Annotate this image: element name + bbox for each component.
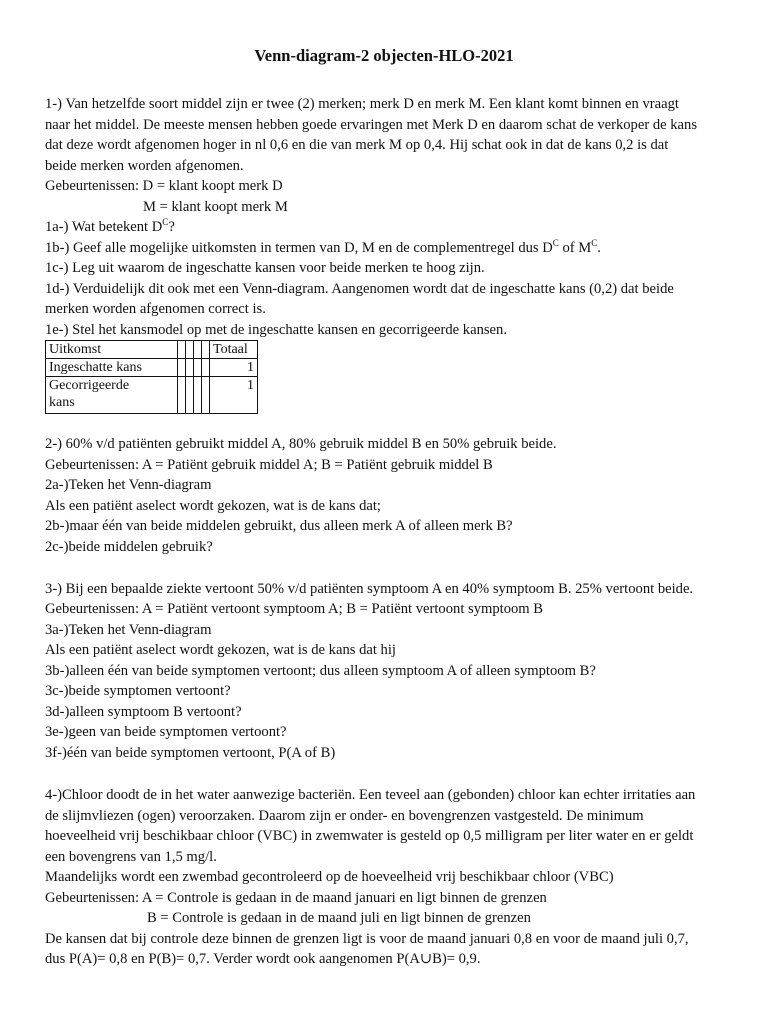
table-cell-empty: [202, 359, 210, 377]
q1a-end: ?: [168, 219, 175, 235]
table-cell-empty: [186, 377, 194, 414]
table-header-row: [46, 341, 258, 359]
q1a-text: 1a-) Wat betekent D: [45, 219, 163, 235]
table-cell-empty: [202, 377, 210, 414]
table-cell-empty: [178, 341, 186, 359]
q1-event-m: M = klant koopt merk M: [143, 199, 288, 215]
q2-intro: 2-) 60% v/d patiënten gebruikt middel A, 80% gebruik middel B en 50% gebruik beide.: [45, 436, 557, 452]
q2a-question: 2a-)Teken het Venn-diagram: [45, 477, 212, 493]
q1b-text: 1b-) Geef alle mogelijke uitkomsten in termen van D, M en de complementregel dus D: [45, 240, 553, 256]
q3d-question: 3d-)alleen symptoom B vertoont?: [45, 704, 242, 720]
label-line: Gecorrigeerde: [49, 378, 130, 393]
table-cell-total-value: 1: [210, 377, 258, 414]
q3f-question: 3f-)één van beide symptomen vertoont, P(A of B): [45, 745, 336, 761]
complement-superscript: C: [162, 217, 169, 227]
table-row: [46, 359, 258, 377]
q4-event-a: Gebeurtenissen: A = Controle is gedaan in de maand januari en ligt binnen de grenzen: [45, 890, 547, 906]
q1c-question: 1c-) Leg uit waarom de ingeschatte kansen voor beide merken te hoog zijn.: [45, 260, 485, 276]
q1a-question: [45, 217, 175, 237]
q1-text-line: beide merken worden afgenomen.: [45, 158, 244, 174]
q3-events: Gebeurtenissen: A = Patiënt vertoont symptoom A; B = Patiënt vertoont symptoom B: [45, 601, 544, 617]
table-cell-empty: [186, 359, 194, 377]
q1b-question: [45, 238, 601, 258]
q2b-question: 2b-)maar één van beide middelen gebruikt, dus alleen merk A of alleen merk B?: [45, 518, 513, 534]
table-cell-uitkomst: Uitkomst: [46, 341, 178, 359]
q1-event-d: Gebeurtenissen: D = klant koopt merk D: [45, 178, 283, 194]
table-row: [46, 377, 258, 414]
q1-text-line: naar het middel. De meeste mensen hebben goede ervaringen met Merk D en daarom schat de verkoper de kans: [45, 117, 698, 133]
q1d-question-cont: merken worden afgenomen correct is.: [45, 301, 266, 317]
table-cell-empty: [178, 377, 186, 414]
complement-superscript: C: [552, 238, 559, 248]
q4-closing-line: dus P(A)= 0,8 en P(B)= 0,7. Verder wordt ook aangenomen P(A∪B)= 0,9.: [45, 951, 481, 967]
q4-text-line: de slijmvliezen (ogen) veroorzaken. Daarom zijn er onder- en bovengrenzen vastgesteld. De minimum: [45, 808, 644, 824]
q1e-question: 1e-) Stel het kansmodel op met de ingeschatte kansen en gecorrigeerde kansen.: [45, 322, 507, 338]
complement-superscript: C: [591, 238, 598, 248]
table-cell-empty: [178, 359, 186, 377]
table-cell-totaal: Totaal: [210, 341, 258, 359]
table-cell-empty: [194, 377, 202, 414]
q3c-question: 3c-)beide symptomen vertoont?: [45, 683, 231, 699]
table-cell-empty: [186, 341, 194, 359]
q1b-end: .: [597, 240, 601, 256]
table-cell-ingeschatte-kans: Ingeschatte kans: [46, 359, 178, 377]
q3b-question: 3b-)alleen één van beide symptomen vertoont; dus alleen symptoom A of alleen symptoom B?: [45, 663, 596, 679]
q2-events: Gebeurtenissen: A = Patiënt gebruik middel A; B = Patiënt gebruik middel B: [45, 457, 493, 473]
table-cell-empty: [202, 341, 210, 359]
table-cell-empty: [194, 341, 202, 359]
q3-intro: 3-) Bij een bepaalde ziekte vertoont 50% v/d patiënten symptoom A en 40% symptoom B. 25% vertoont beide.: [45, 581, 694, 597]
label-line: kans: [49, 395, 75, 410]
table-cell-gecorrigeerde-kans: [46, 377, 178, 414]
document-title: Venn-diagram-2 objecten-HLO-2021: [254, 46, 514, 65]
q4-text-line: Maandelijks wordt een zwembad gecontroleerd op de hoeveelheid vrij beschikbaar chloor (VBC): [45, 869, 614, 885]
q3-select-text: Als een patiënt aselect wordt gekozen, wat is de kans dat hij: [45, 642, 396, 658]
table-cell-empty: [194, 359, 202, 377]
q1d-question: 1d-) Verduidelijk dit ook met een Venn-diagram. Aangenomen wordt dat de ingeschatte kans (0,2) dat beide: [45, 281, 674, 297]
q4-closing-line: De kansen dat bij controle deze binnen de grenzen ligt is voor de maand januari 0,8 en voor de maand juli 0,7,: [45, 931, 689, 947]
table-cell-total-value: 1: [210, 359, 258, 377]
q4-text-line: een bovengrens van 1,5 mg/l.: [45, 849, 217, 865]
q4-text-line: 4-)Chloor doodt de in het water aanwezige bacteriën. Een teveel aan (gebonden) chloor kan echter irritaties aan: [45, 787, 696, 803]
q1-text-line: 1-) Van hetzelfde soort middel zijn er twee (2) merken; merk D en merk M. Een klant komt binnen en vraagt: [45, 96, 679, 112]
q3a-question: 3a-)Teken het Venn-diagram: [45, 622, 212, 638]
q3e-question: 3e-)geen van beide symptomen vertoont?: [45, 724, 287, 740]
q4-event-b: B = Controle is gedaan in de maand juli en ligt binnen de grenzen: [147, 910, 531, 926]
q2c-question: 2c-)beide middelen gebruik?: [45, 539, 213, 555]
q4-text-line: hoeveelheid vrij beschikbaar chloor (VBC) in zwemwater is gesteld op 0,5 milligram per liter water en er geldt: [45, 828, 694, 844]
q1-text-line: dat deze wordt afgenomen hoger in nl 0,6 en die van merk M op 0,4. Hij schat ook in dat de kans 0,2 is dat: [45, 137, 669, 153]
q1b-mid: of M: [558, 240, 592, 256]
probability-model-table: [45, 340, 258, 414]
q2-select-text: Als een patiënt aselect wordt gekozen, wat is de kans dat;: [45, 498, 381, 514]
